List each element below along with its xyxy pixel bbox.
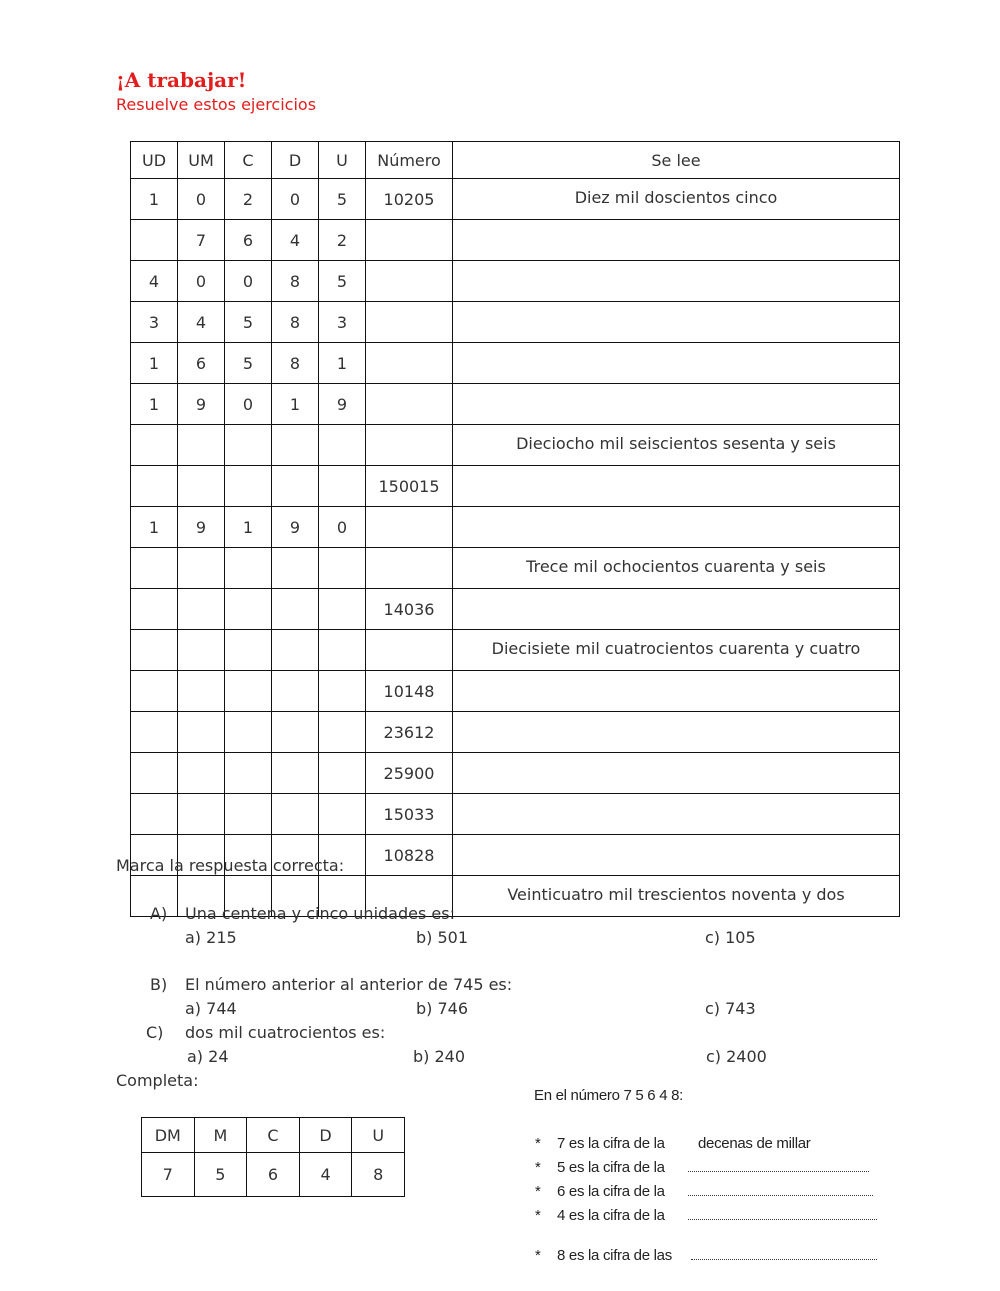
cell-ud[interactable] — [131, 712, 178, 753]
cell-d[interactable]: 8 — [272, 302, 319, 343]
cell-se-lee[interactable] — [453, 466, 900, 507]
cell-ud[interactable] — [131, 589, 178, 630]
question-b-option-b[interactable]: b) 746 — [416, 999, 469, 1018]
cell-um[interactable] — [178, 671, 225, 712]
cell-u[interactable] — [319, 671, 366, 712]
cell-ud[interactable] — [131, 794, 178, 835]
cell-ud[interactable] — [131, 671, 178, 712]
header-u: U — [319, 142, 366, 179]
cell-c[interactable] — [225, 425, 272, 466]
cell-d[interactable]: 9 — [272, 507, 319, 548]
cell-numero[interactable] — [366, 302, 453, 343]
cell-numero[interactable] — [366, 220, 453, 261]
table-row — [131, 507, 900, 548]
cell-um[interactable] — [178, 712, 225, 753]
cell-numero[interactable] — [366, 343, 453, 384]
cell-u[interactable] — [319, 589, 366, 630]
completa-item-2-answer[interactable] — [688, 1159, 869, 1176]
table-row — [131, 794, 900, 835]
digit-value-d: 4 — [299, 1153, 352, 1197]
digit-header-c: C — [247, 1118, 300, 1153]
cell-c[interactable]: 5 — [225, 343, 272, 384]
cell-numero[interactable]: 10205 — [366, 179, 453, 220]
completa-bullet-3: * — [535, 1183, 541, 1200]
cell-numero[interactable]: 14036 — [366, 589, 453, 630]
cell-um[interactable] — [178, 753, 225, 794]
cell-um[interactable]: 6 — [178, 343, 225, 384]
cell-numero[interactable]: 23612 — [366, 712, 453, 753]
digit-header-u: U — [352, 1118, 405, 1153]
question-b-option-c[interactable]: c) 743 — [705, 999, 756, 1018]
cell-um[interactable]: 4 — [178, 302, 225, 343]
cell-u[interactable]: 5 — [319, 179, 366, 220]
cell-u[interactable] — [319, 630, 366, 671]
table-row — [131, 261, 900, 302]
table-row — [131, 220, 900, 261]
header-c: C — [225, 142, 272, 179]
cell-se-lee[interactable]: Dieciocho mil seiscientos sesenta y seis — [453, 425, 900, 466]
cell-ud[interactable]: 3 — [131, 302, 178, 343]
cell-se-lee[interactable] — [453, 507, 900, 548]
table-row — [131, 589, 900, 630]
cell-c[interactable] — [225, 548, 272, 589]
digit-value-dm: 7 — [142, 1153, 195, 1197]
cell-ud[interactable]: 1 — [131, 384, 178, 425]
cell-d[interactable] — [272, 671, 319, 712]
page-title: ¡A trabajar! — [116, 68, 247, 92]
cell-u[interactable] — [319, 712, 366, 753]
cell-ud[interactable]: 1 — [131, 343, 178, 384]
digit-header-m: M — [194, 1118, 247, 1153]
cell-numero[interactable] — [366, 384, 453, 425]
cell-ud[interactable]: 1 — [131, 507, 178, 548]
completa-item-1-text: 7 es la cifra de la — [557, 1135, 665, 1152]
cell-c[interactable] — [225, 753, 272, 794]
cell-c[interactable]: 0 — [225, 261, 272, 302]
cell-u[interactable]: 2 — [319, 220, 366, 261]
cell-u[interactable] — [319, 794, 366, 835]
cell-um[interactable] — [178, 794, 225, 835]
table-row — [131, 179, 900, 220]
question-a-option-c[interactable]: c) 105 — [705, 928, 756, 947]
header-ud: UD — [131, 142, 178, 179]
cell-d[interactable] — [272, 712, 319, 753]
cell-u[interactable]: 5 — [319, 261, 366, 302]
table-row — [131, 753, 900, 794]
cell-d[interactable] — [272, 589, 319, 630]
completa-item-3-blank[interactable] — [688, 1185, 873, 1196]
cell-d[interactable]: 8 — [272, 261, 319, 302]
question-a-text: Una centena y cinco unidades es: — [185, 904, 455, 923]
cell-u[interactable]: 3 — [319, 302, 366, 343]
cell-um[interactable]: 0 — [178, 179, 225, 220]
digit-value-m: 5 — [194, 1153, 247, 1197]
cell-se-lee[interactable] — [453, 302, 900, 343]
header-se-lee: Se lee — [453, 142, 900, 179]
completa-bullet-2: * — [535, 1159, 541, 1176]
cell-u[interactable]: 0 — [319, 507, 366, 548]
table-row — [131, 425, 900, 466]
completa-bullet-1: * — [535, 1135, 541, 1152]
question-a-option-b[interactable]: b) 501 — [416, 928, 469, 947]
page-subtitle: Resuelve estos ejercicios — [116, 95, 317, 114]
cell-d[interactable] — [272, 425, 319, 466]
cell-se-lee[interactable] — [453, 753, 900, 794]
cell-numero[interactable]: 10148 — [366, 671, 453, 712]
digit-value-row — [142, 1153, 405, 1197]
cell-u[interactable]: 1 — [319, 343, 366, 384]
cell-c[interactable]: 5 — [225, 302, 272, 343]
cell-se-lee[interactable] — [453, 589, 900, 630]
cell-d[interactable] — [272, 630, 319, 671]
completa-intro: En el número 7 5 6 4 8: — [534, 1087, 684, 1104]
table-row — [131, 671, 900, 712]
cell-numero[interactable] — [366, 630, 453, 671]
completa-item-2-text: 5 es la cifra de la — [557, 1159, 665, 1176]
cell-c[interactable] — [225, 589, 272, 630]
completa-item-3-answer[interactable] — [688, 1183, 873, 1200]
cell-numero[interactable]: 10828 — [366, 835, 453, 876]
cell-u[interactable] — [319, 548, 366, 589]
cell-u[interactable]: 9 — [319, 384, 366, 425]
question-c-option-a[interactable]: a) 24 — [187, 1047, 229, 1066]
cell-c[interactable] — [225, 712, 272, 753]
cell-se-lee[interactable]: Veinticuatro mil trescientos noventa y dos — [453, 876, 900, 917]
cell-numero[interactable]: 15033 — [366, 794, 453, 835]
cell-c[interactable]: 6 — [225, 220, 272, 261]
completa-item-4-blank[interactable] — [688, 1209, 877, 1220]
completa-item-5-blank[interactable] — [691, 1249, 877, 1260]
cell-d[interactable]: 1 — [272, 384, 319, 425]
cell-numero[interactable] — [366, 425, 453, 466]
question-b-option-a[interactable]: a) 744 — [185, 999, 237, 1018]
question-c-text: dos mil cuatrocientos es: — [185, 1023, 386, 1042]
cell-numero[interactable]: 150015 — [366, 466, 453, 507]
question-c-option-b[interactable]: b) 240 — [413, 1047, 466, 1066]
cell-u[interactable] — [319, 466, 366, 507]
cell-se-lee[interactable] — [453, 261, 900, 302]
completa-item-1-answer[interactable]: decenas de millar — [698, 1135, 811, 1152]
cell-c[interactable]: 1 — [225, 507, 272, 548]
cell-c[interactable]: 2 — [225, 179, 272, 220]
cell-c[interactable] — [225, 630, 272, 671]
cell-ud[interactable]: 4 — [131, 261, 178, 302]
place-value-table — [130, 141, 900, 917]
cell-d[interactable] — [272, 794, 319, 835]
table-row — [131, 343, 900, 384]
cell-d[interactable]: 8 — [272, 343, 319, 384]
completa-bullet-5: * — [535, 1247, 541, 1264]
digit-value-c: 6 — [247, 1153, 300, 1197]
table-row — [131, 712, 900, 753]
completa-item-5-text: 8 es la cifra de las — [557, 1247, 672, 1264]
digit-value-u: 8 — [352, 1153, 405, 1197]
completa-bullet-4: * — [535, 1207, 541, 1224]
cell-um[interactable]: 0 — [178, 261, 225, 302]
cell-d[interactable]: 0 — [272, 179, 319, 220]
completa-item-3-text: 6 es la cifra de la — [557, 1183, 665, 1200]
cell-um[interactable] — [178, 548, 225, 589]
question-b-letter: B) — [150, 975, 168, 994]
digit-header-row — [142, 1118, 405, 1153]
cell-numero[interactable] — [366, 261, 453, 302]
cell-d[interactable]: 4 — [272, 220, 319, 261]
table-body — [131, 179, 900, 917]
table-row — [131, 630, 900, 671]
cell-se-lee[interactable] — [453, 712, 900, 753]
completa-item-5-answer[interactable] — [691, 1247, 877, 1264]
cell-um[interactable] — [178, 466, 225, 507]
cell-numero[interactable]: 25900 — [366, 753, 453, 794]
question-a-option-a[interactable]: a) 215 — [185, 928, 237, 947]
cell-d[interactable] — [272, 466, 319, 507]
table-header-row — [131, 142, 900, 179]
cell-um[interactable]: 9 — [178, 384, 225, 425]
cell-u[interactable] — [319, 753, 366, 794]
cell-d[interactable] — [272, 753, 319, 794]
quiz-instruction: Marca la respuesta correcta: — [116, 856, 345, 875]
digit-header-d: D — [299, 1118, 352, 1153]
cell-se-lee[interactable] — [453, 835, 900, 876]
cell-c[interactable] — [225, 466, 272, 507]
cell-se-lee[interactable] — [453, 671, 900, 712]
header-d: D — [272, 142, 319, 179]
table-row — [131, 466, 900, 507]
cell-c[interactable]: 0 — [225, 384, 272, 425]
table-row — [131, 548, 900, 589]
cell-c[interactable] — [225, 671, 272, 712]
cell-ud[interactable] — [131, 466, 178, 507]
cell-ud[interactable] — [131, 753, 178, 794]
question-c-option-c[interactable]: c) 2400 — [706, 1047, 767, 1066]
cell-um[interactable]: 9 — [178, 507, 225, 548]
cell-d[interactable] — [272, 548, 319, 589]
digit-table — [141, 1117, 405, 1197]
cell-um[interactable]: 7 — [178, 220, 225, 261]
cell-u[interactable] — [319, 425, 366, 466]
cell-se-lee[interactable]: Diecisiete mil cuatrocientos cuarenta y cuatro — [453, 630, 900, 671]
cell-ud[interactable]: 1 — [131, 179, 178, 220]
cell-c[interactable] — [225, 794, 272, 835]
completa-item-2-blank[interactable] — [688, 1161, 869, 1172]
cell-um[interactable] — [178, 589, 225, 630]
header-numero: Número — [366, 142, 453, 179]
table-row — [131, 302, 900, 343]
cell-um[interactable] — [178, 630, 225, 671]
cell-se-lee[interactable] — [453, 343, 900, 384]
cell-se-lee[interactable]: Trece mil ochocientos cuarenta y seis — [453, 548, 900, 589]
cell-ud[interactable] — [131, 220, 178, 261]
cell-numero[interactable] — [366, 507, 453, 548]
completa-item-4-answer[interactable] — [688, 1207, 877, 1224]
completa-label: Completa: — [116, 1071, 199, 1090]
header-um: UM — [178, 142, 225, 179]
cell-se-lee[interactable] — [453, 384, 900, 425]
cell-um[interactable] — [178, 425, 225, 466]
cell-ud[interactable] — [131, 630, 178, 671]
cell-numero[interactable] — [366, 548, 453, 589]
cell-se-lee[interactable]: Diez mil doscientos cinco — [453, 179, 900, 220]
cell-ud[interactable] — [131, 548, 178, 589]
table-row — [131, 384, 900, 425]
cell-se-lee[interactable] — [453, 220, 900, 261]
question-c-letter: C) — [146, 1023, 164, 1042]
cell-se-lee[interactable] — [453, 794, 900, 835]
question-b-text: El número anterior al anterior de 745 es: — [185, 975, 513, 994]
completa-item-4-text: 4 es la cifra de la — [557, 1207, 665, 1224]
digit-header-dm: DM — [142, 1118, 195, 1153]
question-a-letter: A) — [150, 904, 168, 923]
cell-ud[interactable] — [131, 425, 178, 466]
